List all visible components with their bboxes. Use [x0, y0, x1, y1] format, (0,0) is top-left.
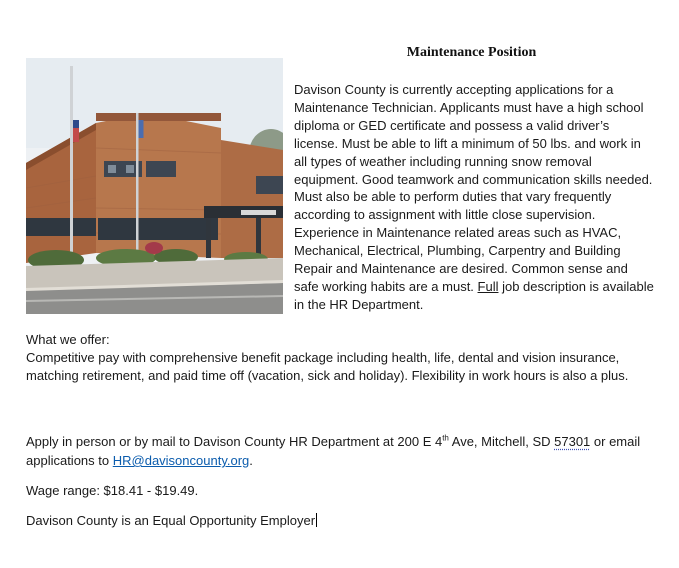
eoe-text: Davison County is an Equal Opportunity Employer [26, 513, 316, 528]
apply-email-prefix: or email applications to [26, 434, 641, 468]
intro-text: Davison County is currently accepting applications for a Maintenance Technician. Applicants must have a high school diploma or GED certificate and possess a valid driver’s license. Must be able to lift a minimum of 50 lbs. and work in all types of weather including running snow removal equipment. Good teamwork and communication skills needed. Must also be able to perform duties that vary frequently according to assignment with little close supervision. Experience in Maintenance related areas such as HVAC, Mechanical, Electrical, Plumbing, Carpentry and Building Repair and Maintenance are desired. Common sense and safe working habits are a must. [294, 82, 653, 294]
wage-range: Wage range: $18.41 - $19.49. [26, 483, 199, 498]
job-description [294, 81, 654, 314]
offer-heading: What we offer: [26, 332, 110, 347]
page-title: Maintenance Position [406, 45, 537, 60]
zip-code: 57301 [554, 434, 591, 449]
intro-text-end: job description is available in the HR Department. [294, 278, 654, 312]
apply-end: . [249, 453, 253, 468]
apply-address: Ave, Mitchell, SD [448, 434, 555, 449]
ordinal-suffix: th [442, 433, 449, 443]
text-cursor [316, 513, 317, 527]
apply-text-start: Apply in person or by mail to Davison County HR Department at 200 E 4 [26, 434, 443, 449]
eoe-statement [26, 512, 656, 530]
email-link[interactable]: HR@davisoncounty.org [112, 453, 250, 468]
apply-text [26, 432, 656, 470]
full-word: Full [477, 278, 499, 294]
building-photo [26, 58, 283, 314]
offer-text: Competitive pay with comprehensive benefit package including health, life, dental and vision insurance, matching retirement, and paid time off (vacation, sick and holiday). Flexibility in work hours is also a plus. [26, 350, 629, 383]
